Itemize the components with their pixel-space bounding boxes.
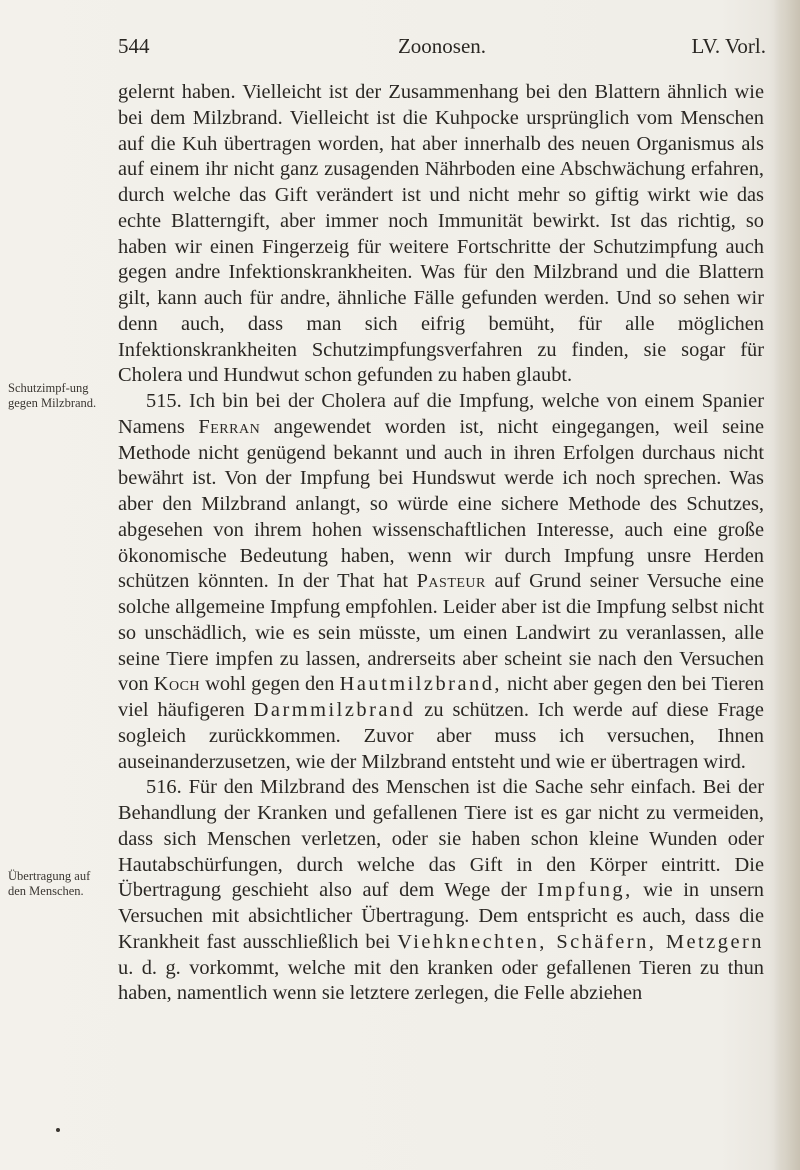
running-head bbox=[118, 34, 766, 66]
text-run: Ich bin bei der Cholera auf die Impfung, welche von einem Spanier Namens bbox=[118, 390, 764, 438]
paragraph-515 bbox=[118, 389, 764, 775]
text-run: angewendet worden ist, nicht eingegangen, weil seine Methode nicht genügend bekannt und auch in ihren Erfolgen durchaus nicht bewährt ist. Von der Impfung bei Hundswut werde ich noch sprechen. Was aber den Milzbrand anlangt, so würde eine sichere Methode des Schutzes, abgesehen von ihrem hohen wissenschaftlichen Interesse, auch eine große ökonomische Bedeutung haben, wenn wir durch Impfung unsre Herden schützen könnten. In der That hat bbox=[118, 415, 764, 593]
page-edge-shadow bbox=[774, 0, 800, 1170]
paragraph-1: gelernt haben. Vielleicht ist der Zusammenhang bei den Blattern ähnlich wie bei dem Milzbrand. Vielleicht ist die Kuhpocke ursprünglich vom Menschen auf die Kuh übertragen worden, hat aber innerhalb des neuen Organismus als auf einem ihr nicht ganz zusagenden Nährboden eine Abschwächung erfahren, durch welche das Gift verändert ist und nicht mehr so giftig wirkt wie das echte Blatterngift, aber immer noch Immunität bewirkt. Ist das richtig, so haben wir einen Fingerzeig für weitere Fortschritte der Schutzimpfung auch gegen andre Infektionskrankheiten. Was für den Milzbrand und die Blattern gilt, kann auch für andre, ähnliche Fälle gefunden werden. Und so sehen wir denn auch, dass man sich eifrig bemüht, für alle möglichen Infektionskrankheiten Schutzimpfungsverfahren zu finden, sie sogar für Cholera und Hundwut schon gefunden zu haben glaubt. bbox=[118, 81, 764, 387]
margin-note-uebertragung: Übertragung auf den Menschen. bbox=[8, 869, 91, 898]
chapter-label: LV. Vorl. bbox=[691, 34, 766, 58]
paragraph-number: 515. bbox=[146, 390, 182, 412]
person-name-koch: Koch bbox=[153, 673, 201, 696]
text-run: Für den Milzbrand des Menschen ist die Sache sehr einfach. Bei der Behandlung der Kranken und gefallenen Tiere ist es gar nicht zu vermeiden, dass sich Menschen verletzen, oder sie haben schon kleine Wunden oder Hautabschürfungen, durch welche das Gift in den Körper eintritt. Die Übertragung geschieht also auf dem Wege der bbox=[118, 776, 764, 902]
margin-note-schutzimpfung: Schutzimpf-ung gegen Milzbrand. bbox=[8, 381, 97, 410]
text-run: wohl gegen den bbox=[205, 673, 335, 696]
term-hautmilzbrand: Hautmilzbrand, bbox=[339, 673, 502, 696]
text-run: nicht aber gegen den bei Tieren viel häufigeren bbox=[118, 673, 764, 721]
margin-dot bbox=[56, 1128, 60, 1132]
term-impfung: Impfung, bbox=[537, 879, 633, 902]
paragraph-516 bbox=[118, 775, 764, 1007]
text-run: zu schützen. Ich werde auf diese Frage sogleich zurückkommen. Zuvor aber muss ich versuchen, Ihnen auseinanderzusetzen, wie der Milzbrand entsteht und wie er übertragen wird. bbox=[118, 699, 764, 773]
person-name-ferran: Ferran bbox=[198, 415, 261, 438]
term-darmmilzbrand: Darmmilzbrand bbox=[253, 699, 416, 721]
paragraph-number: 516. bbox=[146, 776, 182, 799]
text-run: auf Grund seiner Versuche eine solche allgemeine Impfung empfohlen. Leider aber ist die Impfung selbst nicht so unschädlich, wie es sein müsste, um einen Landwirt zu veranlassen, alle seine Tiere impfen zu lassen, andrerseits aber scheint sie nach den Versuchen von bbox=[118, 570, 764, 696]
term-berufe: Viehknechten, Schäfern, Metzgern bbox=[397, 930, 764, 953]
page-number: 544 bbox=[118, 34, 150, 58]
person-name-pasteur: Pasteur bbox=[416, 570, 486, 593]
body-text bbox=[118, 80, 764, 1007]
page-title: Zoonosen. bbox=[397, 34, 487, 58]
text-run: wie in unsern Versuchen mit absichtlicher Übertragung. Dem entspricht es auch, dass die Krankheit fast ausschließlich bei bbox=[118, 879, 765, 953]
text-run: u. d. g. vorkommt, welche mit den kranken oder gefallenen Tieren zu thun haben, namentlich wenn sie letztere zerlegen, die Felle abziehen bbox=[118, 956, 764, 1005]
